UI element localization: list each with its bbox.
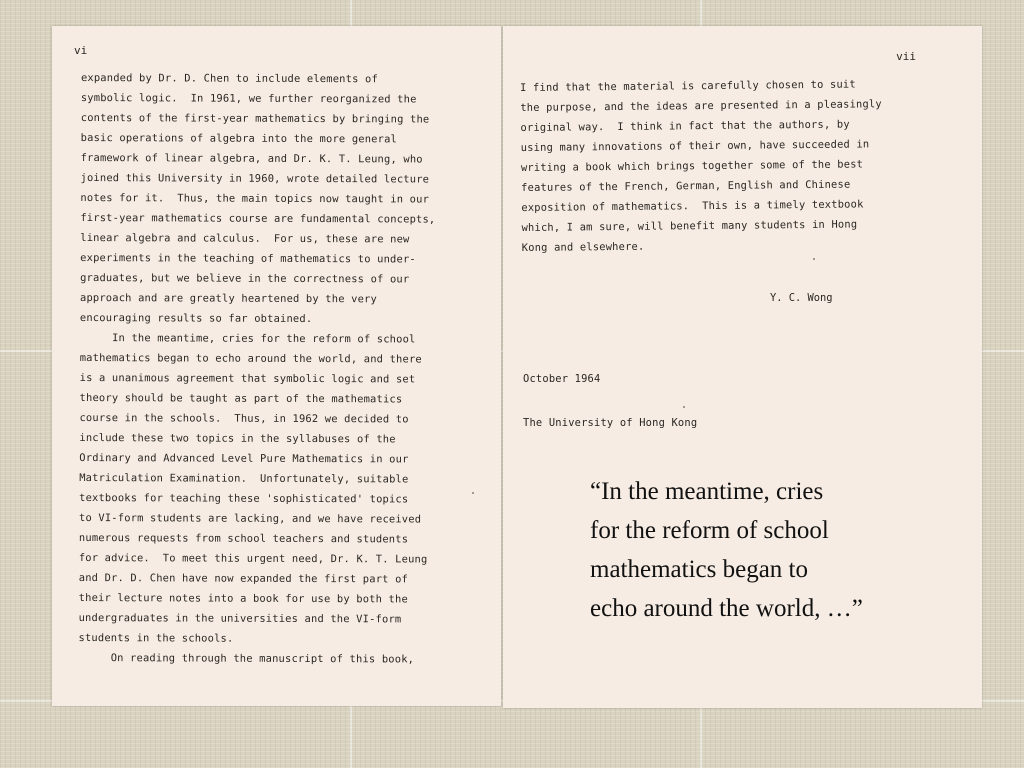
text-line: Kong and elsewhere. (521, 240, 645, 254)
text-line: In the meantime, cries for the reform of school (79, 331, 416, 346)
letter-institution: The University of Hong Kong (523, 417, 698, 429)
text-line: their lecture notes into a book for use by both the (78, 591, 408, 606)
text-line: theory should be taught as part of the mathematics (79, 391, 403, 406)
text-line: approach and are greatly heartened by the very (79, 291, 377, 306)
quote-line: “In the meantime, cries (590, 478, 824, 505)
quote-line: mathematics began to (590, 556, 808, 583)
text-line: graduates, but we believe in the correctness of our (80, 271, 410, 286)
text-line: framework of linear algebra, and Dr. K. T. Leung, who (80, 151, 423, 166)
left-page-number: vi (74, 44, 88, 57)
text-line: features of the French, German, English and Chinese (521, 178, 851, 194)
text-line: students in the schools. (78, 631, 234, 645)
pull-quote (590, 472, 985, 628)
quote-line: echo around the world, …” (590, 595, 863, 622)
text-line: undergraduates in the universities and the VI-form (78, 611, 402, 626)
text-line: notes for it. Thus, the main topics now taught in our (80, 191, 430, 206)
date-and-place (523, 345, 697, 457)
text-line: I find that the material is carefully chosen to suit (520, 78, 856, 94)
text-line: the purpose, and the ideas are presented in a pleasingly (520, 98, 882, 114)
text-line: contents of the first-year mathematics by bringing the (80, 111, 430, 126)
paper-speck (813, 258, 815, 260)
text-line: expanded by Dr. D. Chen to include elements of (80, 71, 378, 86)
text-line: Ordinary and Advanced Level Pure Mathematics in our (79, 451, 409, 466)
text-line: for advice. To meet this urgent need, Dr. K. T. Leung (78, 551, 428, 566)
text-line: On reading through the manuscript of this book, (78, 651, 415, 666)
text-line: encouraging results so far obtained. (79, 311, 313, 326)
text-line: numerous requests from school teachers and students (78, 531, 409, 546)
text-line: original way. I think in fact that the authors, by (520, 118, 850, 134)
text-line: exposition of mathematics. This is a timely textbook (521, 198, 864, 214)
paper-speck (683, 406, 685, 408)
text-line: is a unanimous agreement that symbolic logic and set (79, 371, 416, 386)
paper-speck (472, 492, 474, 494)
text-line: joined this University in 1960, wrote detailed lecture (80, 171, 430, 186)
left-page (52, 26, 501, 706)
text-line: Matriculation Examination. Unfortunately, suitable (79, 471, 409, 486)
text-line: include these two topics in the syllabuses of the (79, 431, 396, 446)
text-line: first-year mathematics course are fundamental concepts, (80, 211, 436, 226)
text-line: linear algebra and calculus. For us, these are new (80, 231, 410, 246)
text-line: using many innovations of their own, have succeeded in (520, 138, 870, 154)
text-line: to VI-form students are lacking, and we have received (79, 511, 422, 526)
text-line: experiments in the teaching of mathematics to under- (80, 251, 416, 266)
signature: Y. C. Wong (770, 292, 833, 304)
text-line: writing a book which brings together some of the best (520, 158, 864, 174)
text-line: mathematics began to echo around the world, and there (79, 351, 422, 366)
text-line: textbooks for teaching these 'sophisticated' topics (79, 491, 409, 506)
text-line: symbolic logic. In 1961, we further reorganized the (80, 91, 417, 106)
letter-date: October 1964 (523, 373, 601, 385)
quote-line: for the reform of school (590, 517, 829, 544)
text-line: and Dr. D. Chen have now expanded the first part of (78, 571, 409, 586)
right-page-number: vii (896, 50, 916, 63)
right-page-text (520, 74, 883, 258)
left-page-text (78, 68, 436, 670)
text-line: basic operations of algebra into the more general (80, 131, 398, 146)
text-line: which, I am sure, will benefit many students in Hong (521, 218, 858, 234)
text-line: course in the schools. Thus, in 1962 we decided to (79, 411, 409, 426)
